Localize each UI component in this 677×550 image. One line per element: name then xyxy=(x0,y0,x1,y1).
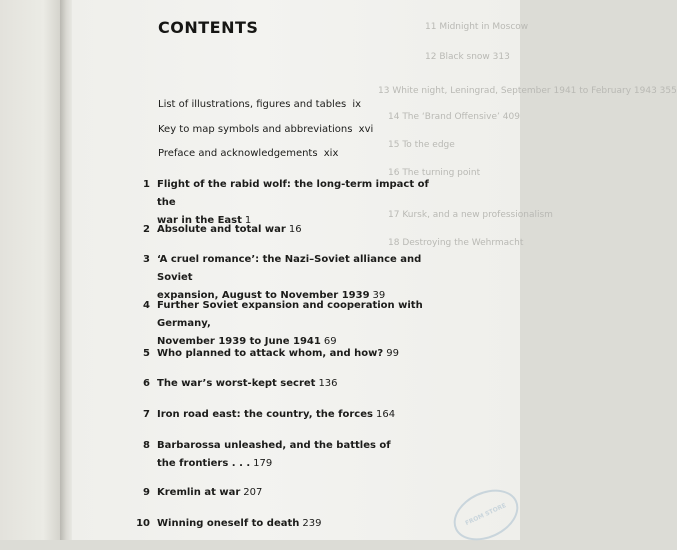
bleed-through-line: 16 The turning point xyxy=(388,168,481,178)
chapter-title-line: Who planned to attack whom, and how? xyxy=(157,348,384,359)
bleed-through-line: 12 Black snow 313 xyxy=(425,52,510,62)
watermark-stamp: FROM STORE xyxy=(445,480,526,550)
front-matter-label: Preface and acknowledgements xyxy=(158,148,318,159)
front-matter-item xyxy=(158,99,361,110)
chapter-title-line: Iron road east: the country, the forces xyxy=(157,409,373,420)
chapter-number: 3 xyxy=(143,254,150,265)
chapter-title-line: The war’s worst-kept secret xyxy=(157,378,316,389)
bleed-through-line: 18 Destroying the Wehrmacht xyxy=(388,238,524,248)
chapter-title-line: ‘A cruel romance’: the Nazi–Soviet alliance and Soviet xyxy=(157,254,422,283)
chapter-page: 39 xyxy=(372,290,386,301)
bleed-through-line: 17 Kursk, and a new professionalism xyxy=(388,210,553,220)
front-matter-label: Key to map symbols and abbreviations xyxy=(158,124,353,135)
chapter-page: 99 xyxy=(386,348,399,359)
bleed-through-line: 15 To the edge xyxy=(388,140,455,150)
chapter-title-line: November 1939 to June 1941 xyxy=(157,336,321,347)
facing-page xyxy=(0,0,62,540)
chapter-page: 69 xyxy=(323,336,337,347)
front-matter-label: List of illustrations, figures and tables xyxy=(158,99,347,110)
chapter-page: 179 xyxy=(253,458,273,469)
chapter-number: 8 xyxy=(143,440,150,451)
chapter-title-line: Absolute and total war xyxy=(157,224,286,235)
chapter-number: 1 xyxy=(143,179,150,190)
front-matter-page: xvi xyxy=(358,124,374,135)
front-matter-item xyxy=(158,148,338,159)
chapter-number: 2 xyxy=(143,224,150,235)
chapter-number: 9 xyxy=(143,487,150,498)
chapter-title-line: the frontiers . . . xyxy=(157,458,251,469)
chapter-number: 5 xyxy=(143,348,150,359)
front-matter-page: ix xyxy=(352,99,362,110)
chapter-page: 207 xyxy=(243,487,263,498)
page-title: CONTENTS xyxy=(158,18,259,37)
front-matter-page: xix xyxy=(323,148,339,159)
chapter-page: 16 xyxy=(288,224,302,235)
chapter-number: 10 xyxy=(136,518,150,529)
chapter-title-line: Kremlin at war xyxy=(157,487,241,498)
chapter-page: 239 xyxy=(302,518,322,529)
chapter-title-line: Further Soviet expansion and cooperation with Germany, xyxy=(157,300,423,329)
chapter-number: 6 xyxy=(143,378,150,389)
bleed-through-line: 11 Midnight in Moscow xyxy=(425,22,529,32)
chapter-page: 136 xyxy=(318,378,338,389)
chapter-number: 7 xyxy=(143,409,150,420)
front-matter-item xyxy=(158,124,373,135)
chapter-number: 4 xyxy=(143,300,150,311)
bleed-through-line: 13 White night, Leningrad, September 1941 to February 1943 355 xyxy=(378,86,677,96)
bleed-through-line: 14 The ‘Brand Offensive’ 409 xyxy=(388,112,520,122)
chapter-title-line: Barbarossa unleashed, and the battles of xyxy=(157,440,391,451)
chapter-title-line: war in the East xyxy=(157,215,242,226)
chapter-title-line: Winning oneself to death xyxy=(157,518,300,529)
chapter-title-line: Flight of the rabid wolf: the long-term impact of the xyxy=(157,179,429,208)
chapter-title-line: expansion, August to November 1939 xyxy=(157,290,370,301)
chapter-page: 1 xyxy=(244,215,252,226)
chapter-page: 164 xyxy=(375,409,396,420)
